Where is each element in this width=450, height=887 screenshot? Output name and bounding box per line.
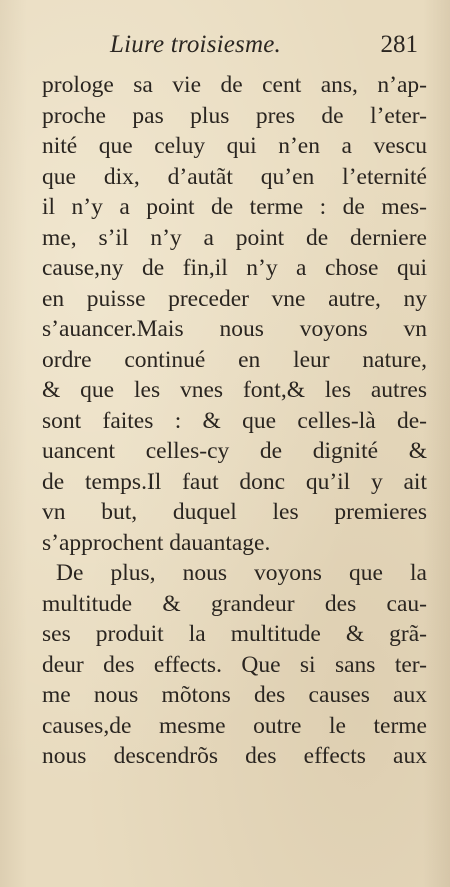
text-line-paragraph-start: De plus, nous voyons que la [56,560,427,586]
text-line: de temps.Il faut donc qu’il y ait [42,468,427,495]
body-text [42,70,427,772]
text-line: nous descendrõs des effects aux [42,743,427,769]
text-line: me, s’il n’y a point de derniere [42,224,427,251]
text-line: multitude & grandeur des cau- [42,590,427,617]
text-line-paragraph-end: s’approchent dauantage. [42,529,271,556]
text-line: vn but, duquel les premieres [42,499,427,525]
text-line: proche pas plus pres de l’eter- [42,102,427,129]
text-line: il n’y a point de terme : de mes- [42,194,427,220]
text-line: deur des effects. Que si sans ter- [42,651,427,678]
text-line: cause,ny de fin,il n’y a chose qui [42,255,427,281]
text-line: s’auancer.Mais nous voyons vn [42,316,427,342]
text-line: uancent celles-cy de dignité & [42,438,427,464]
page-header [110,31,430,67]
text-line: me nous mõtons des causes aux [42,682,427,708]
text-line: que dix, d’autãt qu’en l’eternité [42,163,427,190]
text-line: ses produit la multitude & grã- [42,621,427,647]
text-line: nité que celuy qui n’en a vescu [42,133,427,159]
text-line: en puisse preceder vne autre, ny [42,285,427,312]
running-title: Liure troisiesme. [110,31,281,58]
page-number: 281 [380,31,418,58]
text-line: & que les vnes font,& les autres [42,377,427,403]
text-line: prologe sa vie de cent ans, n’ap- [42,72,427,98]
text-line: ordre continué en leur nature, [42,346,427,373]
text-line: sont faites : & que celles-là de- [42,407,427,434]
text-line: causes,de mesme outre le terme [42,712,427,739]
